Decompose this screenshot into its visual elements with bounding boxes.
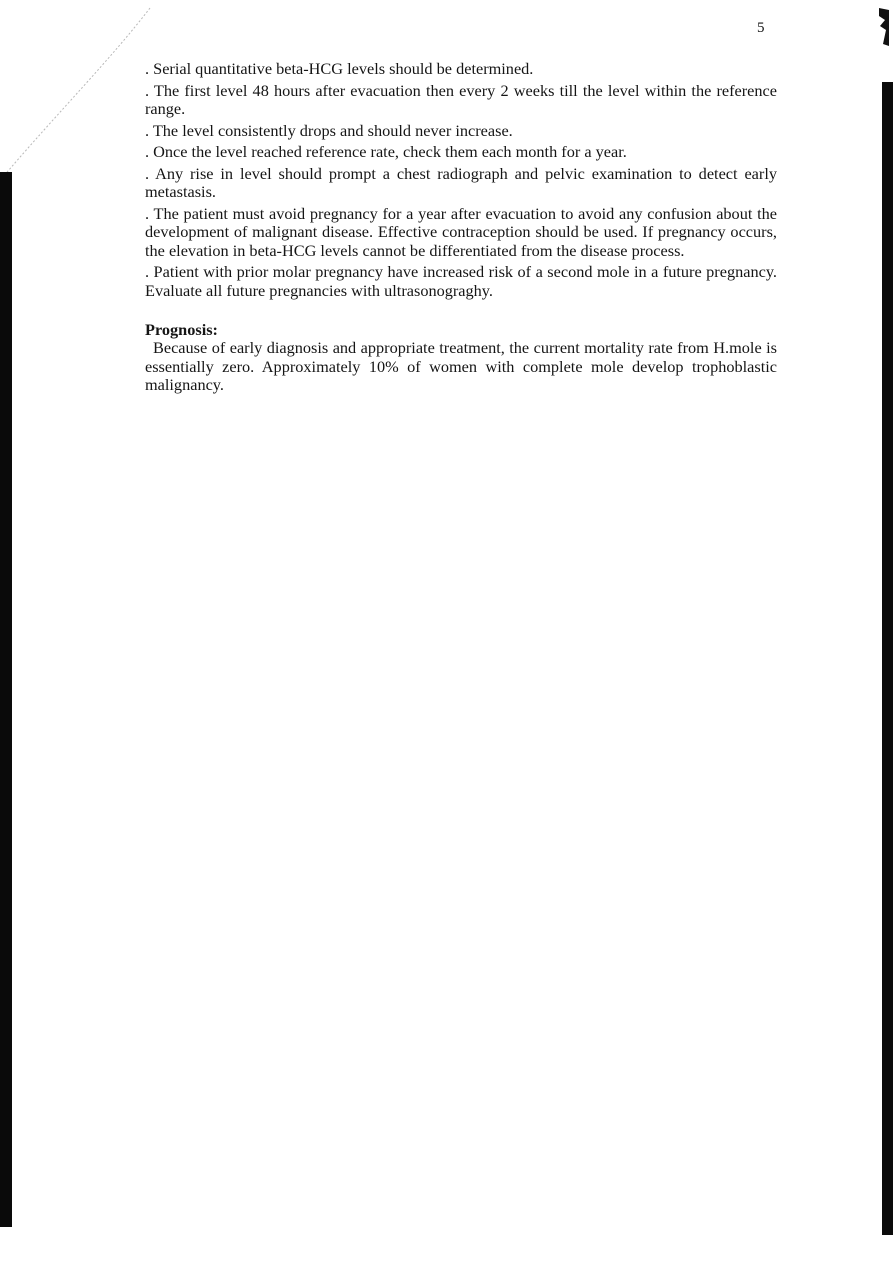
scan-edge-mark	[877, 6, 890, 48]
bullet-first-level: . The first level 48 hours after evacuation then every 2 weeks till the level within the reference range.	[145, 80, 777, 118]
bullet-rise-in-level: . Any rise in level should prompt a chest radiograph and pelvic examination to detect early metastasis.	[145, 163, 777, 201]
prognosis-heading: Prognosis:	[145, 320, 218, 339]
scan-right-shadow	[882, 82, 893, 1235]
bullet-level-drops: . The level consistently drops and should never increase.	[145, 120, 513, 140]
bullet-monthly-check: . Once the level reached reference rate, check them each month for a year.	[145, 142, 627, 161]
scan-left-shadow	[0, 172, 12, 1227]
bullet-serial-hcg: . Serial quantitative beta-HCG levels should be determined.	[145, 59, 534, 78]
page-number: 5	[757, 20, 765, 36]
prognosis-paragraph: Because of early diagnosis and appropriate treatment, the current mortality rate from H.mole is essentially zero. Approximately 10% of women with complete mole develop trophoblastic malignancy.	[145, 338, 777, 394]
bullet-avoid-pregnancy: . The patient must avoid pregnancy for a year after evacuation to avoid any confusion about the development of malignant disease. Effective contraception should be used. If pregnancy occurs, the elevation in beta-HCG levels cannot be differentiated from the disease process.	[145, 203, 777, 260]
page-body	[145, 60, 777, 398]
bullet-prior-molar-pregnancy: . Patient with prior molar pregnancy have increased risk of a second mole in a future pregnancy. Evaluate all future pregnancies with ultrasonograghy.	[145, 262, 777, 300]
